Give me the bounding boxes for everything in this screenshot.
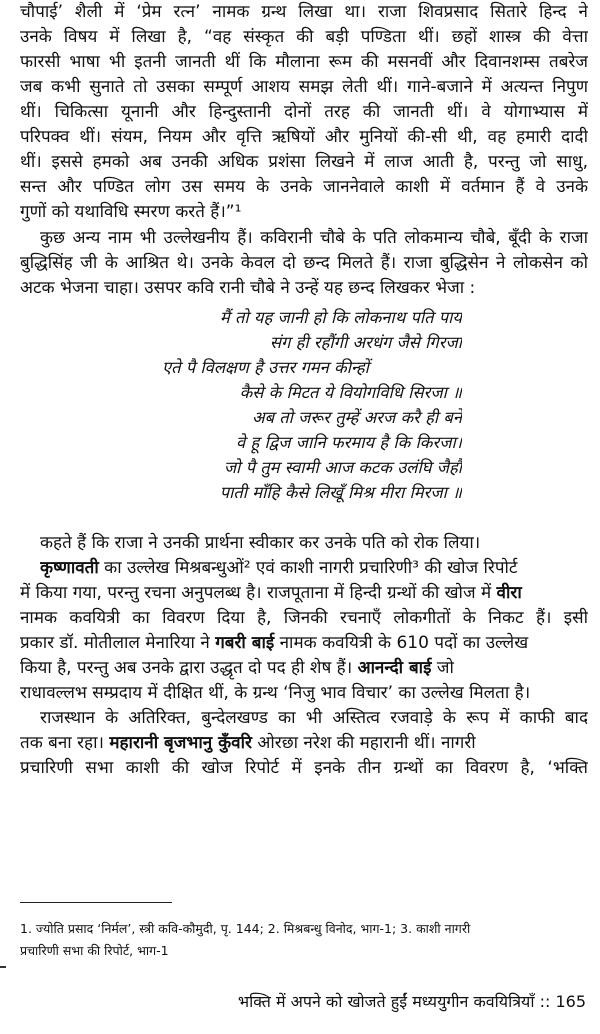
page-number: 165 [555, 992, 586, 1011]
bold-name-maharani: महारानी बृजभानु कुँवरि [109, 733, 252, 753]
margin-mark [0, 966, 6, 968]
text-line [40, 556, 588, 580]
text-line: सन्त और पण्डित लोग उस समय के उनके जाननेवाले काशी में वर्तमान हैं वे उनके [20, 177, 588, 197]
text-line: बुद्धिसिंह जी के आश्रित थे। उनके केवल दो छन्द मिलते हैं। राजा बुद्धिसेन ने लोकसेन को [20, 253, 588, 273]
text-line [20, 631, 588, 655]
poem-line: वे हू द्विज जानि फरमाय है कि किरजा। [236, 433, 462, 452]
poem-line: मैं तो यह जानी हो कि लोकनाथ पति पाय [219, 308, 462, 327]
text-span: जो [431, 658, 454, 678]
bold-name-veera: वीरा [496, 583, 522, 603]
footer-separator: :: [539, 992, 551, 1011]
text-line: कुछ अन्य नाम भी उल्लेखनीय हैं। कविरानी चौबे के पति लोकमान्य चौबे, बूँदी के राजा [40, 228, 588, 248]
text-span: का उल्लेख मिश्रबन्धुओं² एवं काशी नागरी प्रचारिणी³ की खोज रिपोर्ट [98, 558, 518, 578]
text-line: फारसी भाषा भी इतनी जानती थीं कि मौलाना रूम की मसनवीं और दिवानशम्स तबरेज [20, 52, 588, 72]
text-line: गुणों को यथाविधि स्मरण करते हैं।”¹ [20, 202, 242, 222]
text-span: ओरछा नरेश की महारानी थीं। नागरी [251, 733, 476, 753]
poem-line: कैसे के मिटत ये वियोगविधि सिरजा ॥ [239, 383, 462, 402]
text-line [20, 581, 588, 605]
text-span: नामक कवयित्री के 610 पदों का उल्लेख [274, 633, 529, 653]
footnote-line: 1. ज्योति प्रसाद ‘निर्मल’, स्त्री कवि-कौमुदी, पृ. 144; 2. मिश्रबन्धु विनोद, भाग-1; 3. काशी नागरी [20, 921, 471, 936]
poem-line: पाती माँहि कैसे लिखूँ मिश्र मीरा मिरजा ॥ [219, 483, 462, 502]
bold-name-anandi-bai: आनन्दी बाई [357, 658, 432, 678]
footnote-line: प्रचारिणी सभा की रिपोर्ट, भाग-1 [20, 943, 169, 958]
footnote-rule [20, 902, 172, 903]
text-line: चौपाई’ शैली में ‘प्रेम रत्न’ नामक ग्रन्थ लिखा था। राजा शिवप्रसाद सितारे हिन्द ने [20, 2, 588, 22]
poem-line: संग ही रहौंगी अरधंग जैसे गिरजा [269, 333, 462, 352]
text-line: राजस्थान के अतिरिक्त, बुन्देलखण्ड का भी अस्तित्व रजवाड़े के रूप में काफी बाद [40, 708, 588, 728]
text-line: परिपक्व थीं। संयम, नियम और वृत्ति ऋषियों और मुनियों की-सी थी, वह हमारी दादी [20, 127, 588, 147]
bold-name-gabri-bai: गबरी बाई [215, 633, 275, 653]
running-footer [238, 990, 586, 1014]
poem-line: एते पै विलक्षण है उत्तर गमन कीन्हों [162, 358, 369, 377]
text-line: कहते हैं कि राजा ने उनकी प्रार्थना स्वीकार कर उनके पति को रोक लिया। [40, 533, 481, 553]
text-span: प्रकार डॉ. मोतीलाल मेनारिया ने [20, 633, 216, 653]
poem-line: अब तो जरूर तुम्हें अरज करै ही बने [251, 408, 462, 427]
text-span: में किया गया, परन्तु रचना अनुपलब्ध है। राजपूताना में हिन्दी ग्रन्थों की खोज में [20, 583, 497, 603]
running-title: भक्ति में अपने को खोजते हुईं मध्ययुगीन कवयित्रियाँ [237, 992, 535, 1011]
text-line: राधावल्लभ सम्प्रदाय में दीक्षित थीं, के ग्रन्थ ‘निजु भाव विचार’ का उल्लेख मिलता है। [20, 683, 531, 703]
text-span: किया है, परन्तु अब उनके द्वारा उद्धृत दो पद ही शेष हैं। [20, 658, 358, 678]
text-span: तक बना रहा। [20, 733, 110, 753]
bold-name-krishnavati: कृष्णावती [40, 558, 99, 578]
text-line: थीं। चिकित्सा यूनानी और हिन्दुस्तानी दोनों तरह की जानती थीं। वे योगाभ्यास में [20, 102, 588, 122]
poem-line: जो पै तुम स्वामी आज कटक उलंघि जैहौ [223, 458, 462, 477]
text-line [20, 731, 588, 755]
text-line: प्रचारिणी सभा काशी की खोज रिपोर्ट में इनके तीन ग्रन्थों का विवरण है, ‘भक्ति [20, 758, 588, 778]
text-line: नामक कवयित्री का विवरण दिया है, जिनकी रचनाएँ लोकगीतों के निकट हैं। इसी [20, 608, 588, 628]
text-line: अटक भेजना चाहा। उसपर कवि रानी चौबे ने उन्हें यह छन्द लिखकर भेजा : [20, 278, 476, 298]
text-line: जब कभी सुनाते तो उसका सम्पूर्ण आशय समझ लेती थीं। गाने-बजाने में अत्यन्त निपुण [20, 77, 588, 97]
text-line [20, 656, 588, 680]
text-line: उनके विषय में लिखा है, “वह संस्कृत की बड़ी पण्डिता थीं। छहों शास्त्र की वेत्ता [20, 27, 588, 47]
text-line: थीं। इससे हमको अब उनकी अधिक प्रशंसा लिखने में लाज आती है, परन्तु जो साधु, [20, 152, 588, 172]
